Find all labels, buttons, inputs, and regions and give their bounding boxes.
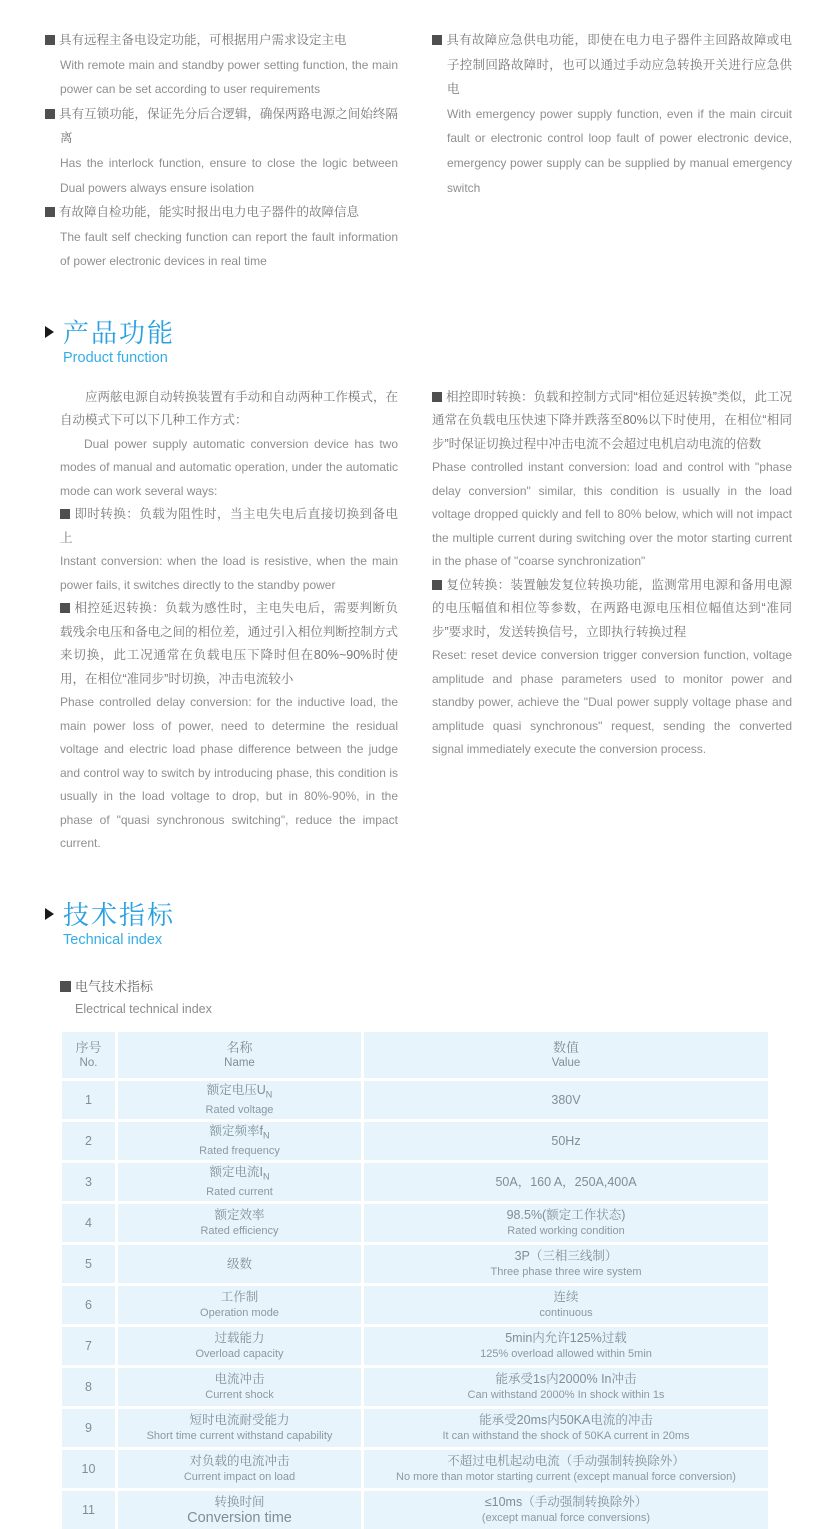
cell-name: 额定效率 Rated efficiency — [118, 1204, 361, 1242]
feature-list — [45, 28, 792, 274]
cell-no: 6 — [62, 1286, 115, 1324]
section-title-block — [63, 318, 175, 368]
section-title-zh: 技术指标 — [63, 899, 176, 930]
cell-no: 8 — [62, 1368, 115, 1406]
feature-en: With remote main and standby power setting function, the main power can be set according to user requirements — [60, 57, 398, 97]
square-bullet-icon — [45, 35, 55, 45]
table-row — [62, 1081, 768, 1119]
feature-zh: 有故障自检功能，能实时报出电力电子器件的故障信息 — [45, 200, 398, 225]
cell-no: 9 — [62, 1409, 115, 1447]
cell-no: 5 — [62, 1245, 115, 1283]
cell-no: 4 — [62, 1204, 115, 1242]
bullet-en: Phase controlled delay conversion: for the inductive load, the main power loss of power, need to determine the residual voltage and electric load phase difference between the judge and control way to switch by introducing phase, this condition is usually in the load voltage to drop, but in 80%-90%, in the phase of "quasi synchronous switching", reduce the impact current. — [60, 695, 398, 851]
cell-name: 级数 — [118, 1245, 361, 1283]
cell-name: 额定电压$U_N$ Rated voltage — [118, 1081, 361, 1119]
feature-column-right — [432, 28, 792, 274]
header-cell-name: 名称 Name — [118, 1032, 361, 1078]
mode-bullet — [432, 574, 792, 762]
feature-zh: 具有故障应急供电功能，即使在电力电子器件主回路故障或电子控制回路故障时，也可以通过手动应急转换开关进行应急供电 — [432, 28, 792, 102]
cell-name: 对负载的电流冲击 Current impact on load — [118, 1450, 361, 1488]
mode-bullet — [60, 503, 398, 597]
cell-value: ≤10ms（手动强制转换除外） (except manual force conversions) — [364, 1491, 768, 1529]
table-row — [62, 1204, 768, 1242]
square-bullet-icon — [432, 392, 442, 402]
cell-no: 3 — [62, 1163, 115, 1201]
bullet-en: Instant conversion: when the load is resistive, when the main power fails, it switches directly to the standby power — [60, 554, 398, 592]
cell-no: 1 — [62, 1081, 115, 1119]
feature-en: With emergency power supply function, even if the main circuit fault or electronic control loop fault of power electronic device, emergency power supply can be supplied by manual emergency switch — [447, 106, 792, 195]
table-row — [62, 1286, 768, 1324]
section-title-en: Product function — [63, 349, 168, 366]
cell-value: 连续 continuous — [364, 1286, 768, 1324]
cell-value: 3P（三相三线制） Three phase three wire system — [364, 1245, 768, 1283]
electrical-index-subheading — [45, 976, 792, 1020]
section-title-zh: 产品功能 — [63, 317, 176, 348]
section-technical-index-header — [45, 900, 792, 950]
cell-name: 转换时间 Conversion time — [118, 1491, 361, 1529]
cell-value: 5min内允许125%过载 125% overload allowed within 5min — [364, 1327, 768, 1365]
cell-name: 额定频率$f_N$ Rated frequency — [118, 1122, 361, 1160]
triangle-marker-icon — [45, 908, 54, 920]
table-row — [62, 1327, 768, 1365]
feature-en: The fault self checking function can report the fault information of power electronic devices in real time — [60, 229, 398, 269]
cell-value: 380V — [364, 1081, 768, 1119]
product-function-body — [45, 386, 792, 856]
square-bullet-icon — [60, 981, 71, 992]
intro-paragraph — [60, 386, 398, 504]
cell-name: 短时电流耐受能力 Short time current withstand capability — [118, 1409, 361, 1447]
header-cell-value: 数值 Value — [364, 1032, 768, 1078]
square-bullet-icon — [60, 603, 70, 613]
feature-zh: 具有远程主备电设定功能，可根据用户需求设定主电 — [45, 28, 398, 53]
square-bullet-icon — [60, 509, 70, 519]
table-row — [62, 1122, 768, 1160]
bullet-zh: 复位转换：装置触发复位转换功能，监测常用电源和备用电源的电压幅值和相位等参数，在两路电源电压相位幅值达到“准同步”要求时，发送转换信号，立即执行转换过程 — [432, 577, 792, 639]
section-title-block — [63, 900, 175, 950]
intro-en: Dual power supply automatic conversion device has two modes of manual and automatic operation, under the automatic mode can work several ways: — [60, 436, 398, 498]
pf-column-left — [60, 386, 398, 856]
feature-item — [45, 200, 398, 274]
bullet-zh: 相控延迟转换：负载为感性时，主电失电后，需要判断负载残余电压和备电之间的相位差，通过引入相位判断控制方式来切换，此工况通常在负载电压下降时但在80%~90%时使用，在相位“准同步”时切换，冲击电流较小 — [60, 601, 398, 686]
mode-bullet — [60, 597, 398, 856]
feature-zh: 具有互锁功能，保证先分后合逻辑，确保两路电源之间始终隔离 — [45, 102, 398, 151]
square-bullet-icon — [45, 109, 55, 119]
cell-name: 工作制 Operation mode — [118, 1286, 361, 1324]
feature-item — [45, 28, 398, 102]
pf-column-right — [432, 386, 792, 856]
subheading-en: Electrical technical index — [75, 1001, 212, 1016]
bullet-zh: 即时转换：负载为阻性时，当主电失电后直接切换到备电上 — [60, 507, 398, 545]
header-cell-no: 序号 No. — [62, 1032, 115, 1078]
table-row — [62, 1245, 768, 1283]
cell-name: 额定电流$I_N$ Rated current — [118, 1163, 361, 1201]
cell-no: 7 — [62, 1327, 115, 1365]
table-header-row — [62, 1032, 768, 1078]
cell-no: 11 — [62, 1491, 115, 1529]
section-product-function-header — [45, 318, 792, 368]
cell-value: 50Hz — [364, 1122, 768, 1160]
subheading-zh: 电气技术指标 — [60, 976, 792, 998]
square-bullet-icon — [432, 35, 442, 45]
square-bullet-icon — [45, 207, 55, 217]
cell-value: 98.5%(额定工作状态) Rated working condition — [364, 1204, 768, 1242]
cell-value: 能承受20ms内50KA电流的冲击 It can withstand the shock of 50KA current in 20ms — [364, 1409, 768, 1447]
table-row — [62, 1450, 768, 1488]
bullet-zh: 相控即时转换：负载和控制方式同“相位延迟转换”类似，此工况通常在负载电压快速下降并跌落至80%以下时使用，在相位“相同步”时保证切换过程中冲击电流不会超过电机启动电流的倍数 — [432, 389, 792, 451]
table-row — [62, 1163, 768, 1201]
table-row — [62, 1368, 768, 1406]
table-row — [62, 1409, 768, 1447]
feature-item — [45, 102, 398, 200]
bullet-en: Reset: reset device conversion trigger conversion function, voltage amplitude and phase parameters used to monitor power and standby power, achieve the "Dual power supply voltage phase and amplitude quasi synchronous" request, sending the converted signal immediately execute the conversion process. — [432, 648, 792, 757]
cell-name: 过载能力 Overload capacity — [118, 1327, 361, 1365]
cell-no: 10 — [62, 1450, 115, 1488]
cell-name: 电流冲击 Current shock — [118, 1368, 361, 1406]
table-row — [62, 1491, 768, 1529]
feature-item — [432, 28, 792, 200]
cell-no: 2 — [62, 1122, 115, 1160]
intro-zh: 应两舷电源自动转换装置有手动和自动两种工作模式，在自动模式下可以下几种工作方式： — [60, 389, 398, 428]
spec-table — [62, 1032, 768, 1529]
cell-value: 不超过电机起动电流（手动强制转换除外） No more than motor starting current (except manual force conversion) — [364, 1450, 768, 1488]
feature-en: Has the interlock function, ensure to close the logic between Dual powers always ensure isolation — [60, 155, 398, 195]
square-bullet-icon — [432, 580, 442, 590]
bullet-en: Phase controlled instant conversion: load and control with "phase delay conversion" similar, this condition is usually in the load voltage dropped quickly and fell to 80% below, which will not impact the multiple current during switching over the motor starting current in the phase of "coarse synchronization" — [432, 460, 792, 569]
mode-bullet — [432, 386, 792, 574]
section-title-en: Technical index — [63, 931, 163, 948]
feature-column-left — [45, 28, 398, 274]
triangle-marker-icon — [45, 326, 54, 338]
cell-value: 50A，160 A，250A,400A — [364, 1163, 768, 1201]
cell-value: 能承受1s内2000% In冲击 Can withstand 2000% In shock within 1s — [364, 1368, 768, 1406]
